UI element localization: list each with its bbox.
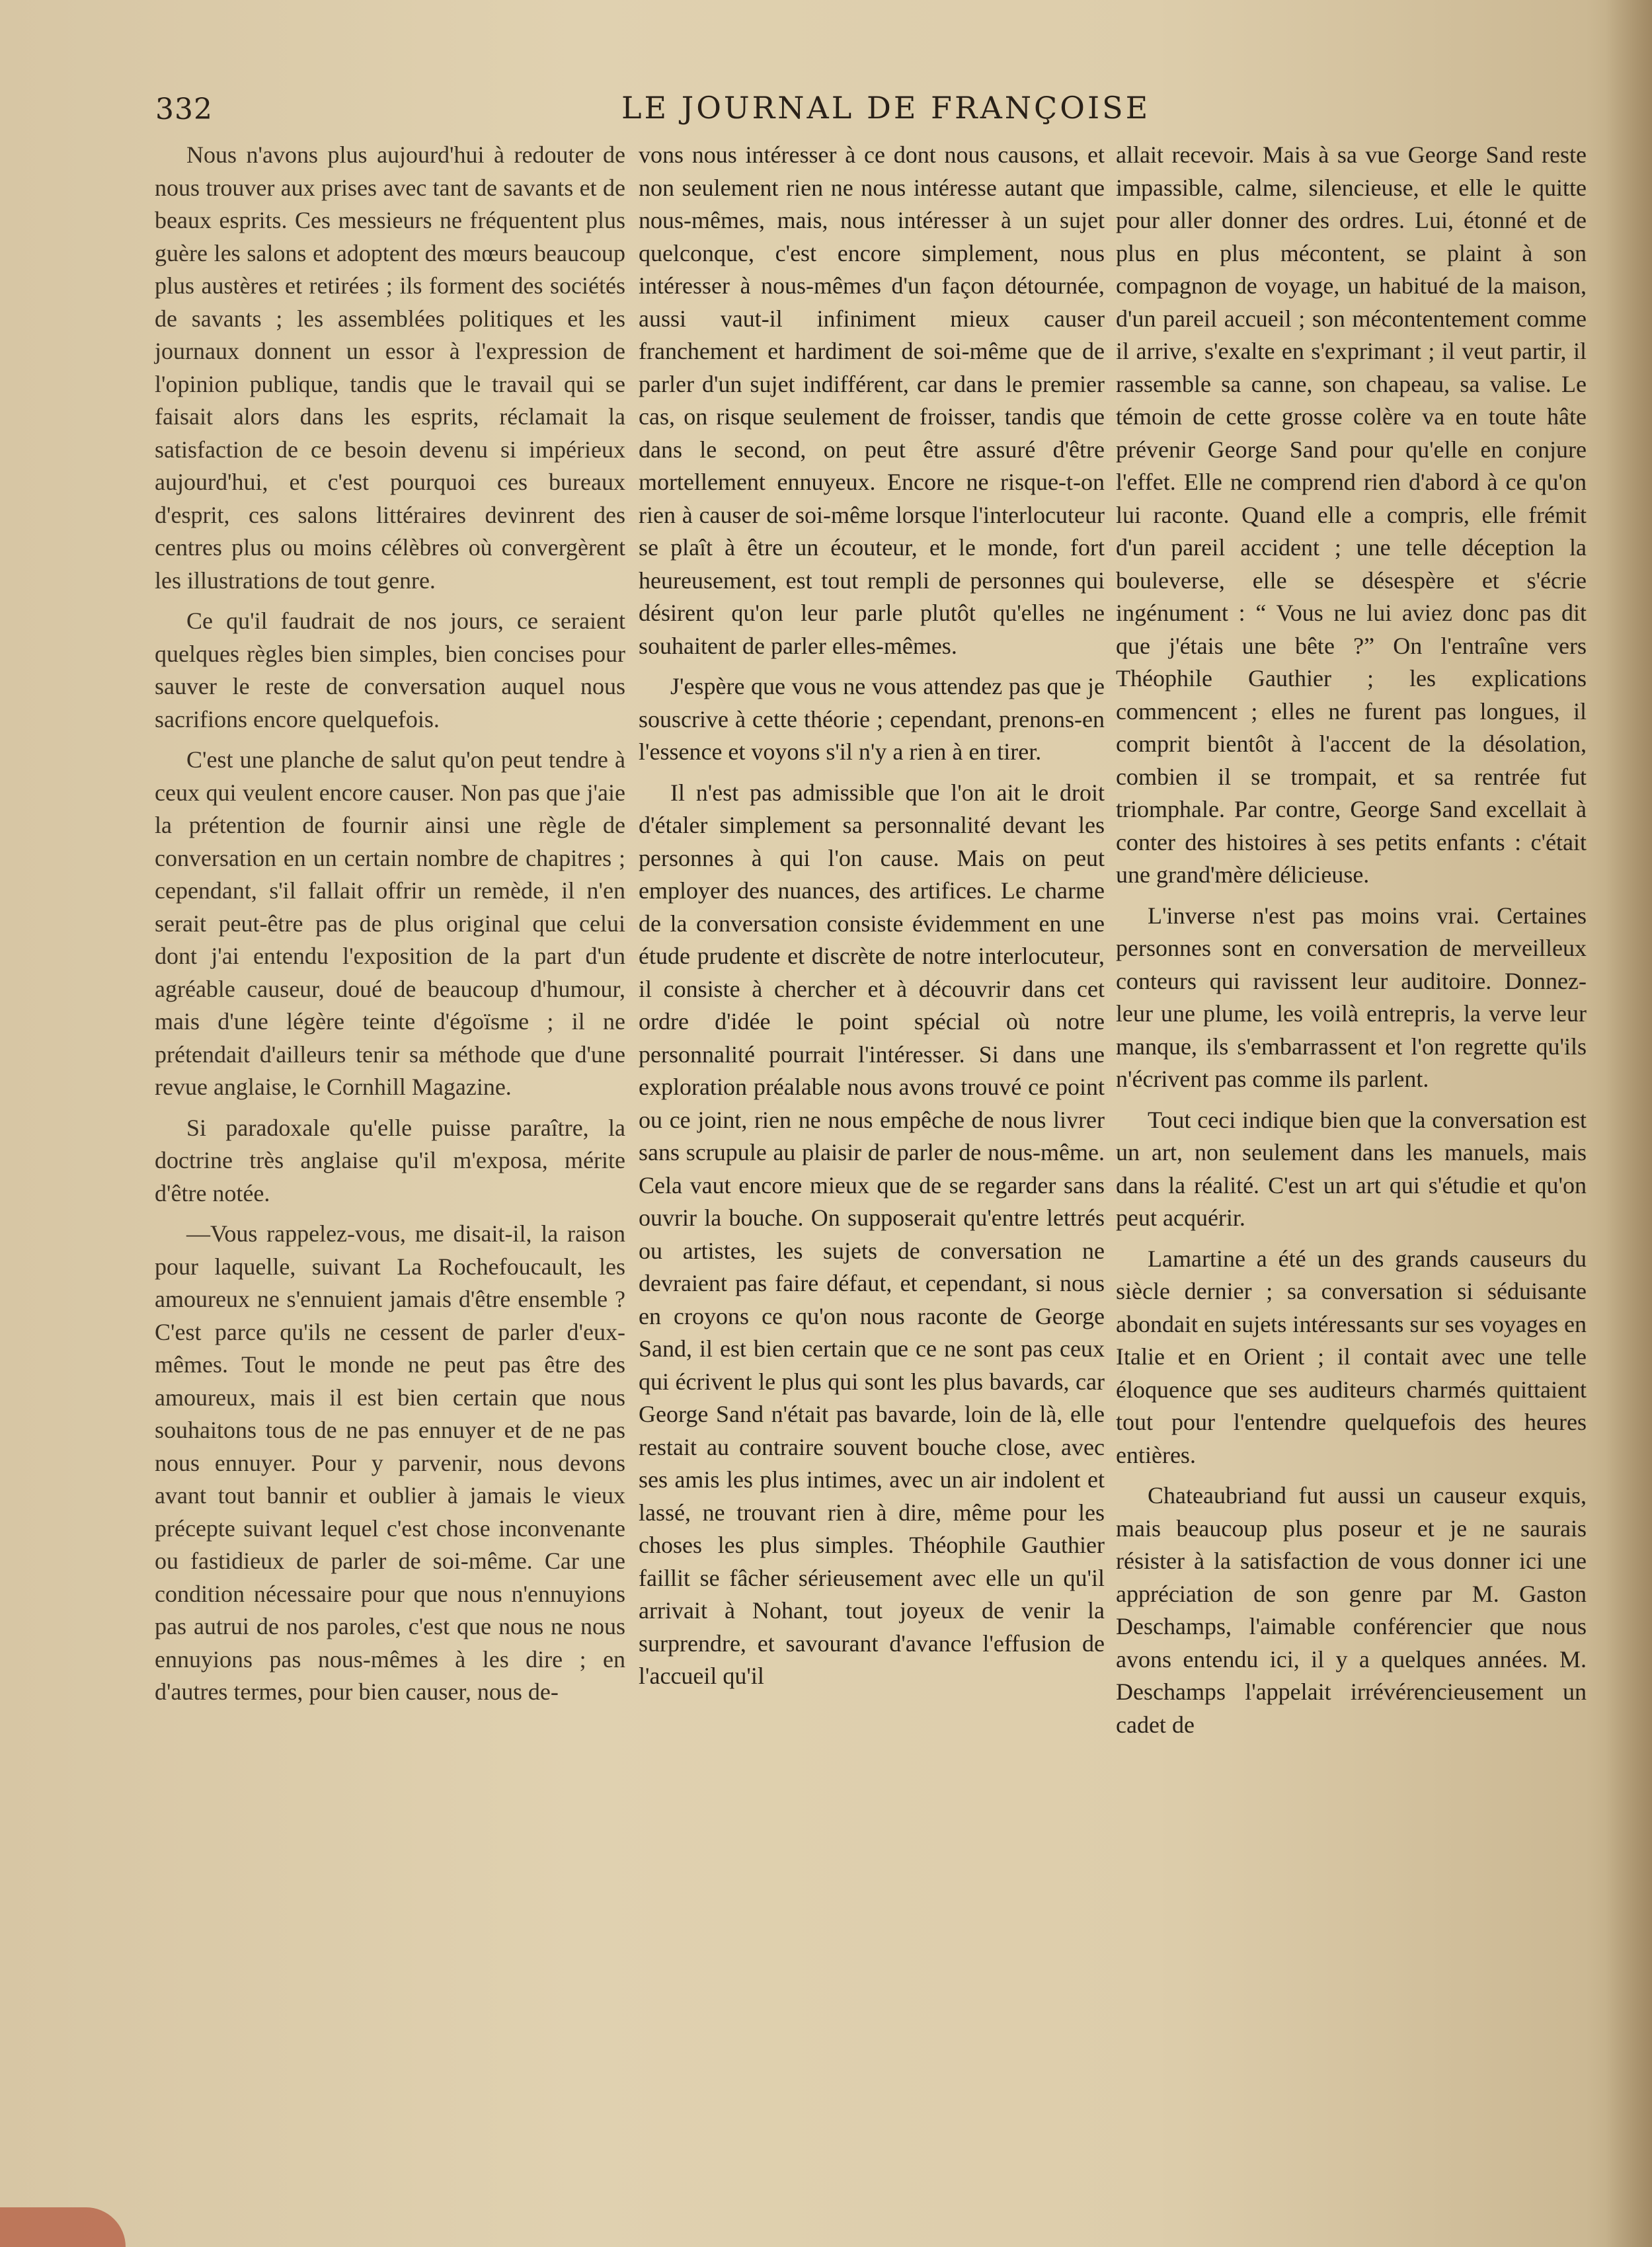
text-column-3 [1116, 139, 1587, 1749]
paragraph: Si paradoxale qu'elle puisse paraître, la doctrine très anglaise qu'il m'exposa, mérite d'être notée. [155, 1114, 625, 1206]
paragraph: J'espère que vous ne vous attendez pas que je souscrive à cette théorie ; cependant, prenons-en l'essence et voyons s'il n'y a rien à en tirer. [639, 673, 1105, 765]
page-number: 332 [155, 93, 213, 126]
text-column-2 [639, 139, 1105, 1701]
paragraph: L'inverse n'est pas moins vrai. Certaines personnes sont en conversation de merveilleux conteurs qui ravissent leur auditoire. Donnez-leur une plume, les voilà entrepris, la verve leur manque, ils s'embarrassent et l'on regrette qu'ils n'écrivent pas comme ils parlent. [1116, 902, 1587, 1092]
paragraph: Ce qu'il faudrait de nos jours, ce seraient quelques règles bien simples, bien concises pour sauver le reste de conversation auquel nous sacrifions encore quelquefois. [155, 608, 625, 732]
paragraph: Nous n'avons plus aujourd'hui à redouter de nous trouver aux prises avec tant de savants et de beaux esprits. Ces messieurs ne fréquentent plus guère les salons et adoptent des mœurs beaucoup plus austères et retirées ; ils forment des sociétés de savants ; les assemblées politiques et les journaux donnent un essor à l'expression de l'opinion publique, tandis que le travail qui se faisait alors dans les esprits, réclamait la satisfaction de ce besoin devenu si impérieux aujourd'hui, et c'est pourquoi ces bureaux d'esprit, ces salons littéraires devinrent des centres plus ou moins célèbres où convergèrent les illustrations de tout genre. [155, 141, 625, 594]
paragraph: vons nous intéresser à ce dont nous causons, et non seulement rien ne nous intéresse autant que nous-mêmes, mais, nous intéresser à un sujet quelconque, c'est encore simplement, nous intéresser à nous-mêmes d'un façon détournée, aussi vaut-il infiniment mieux causer franchement et hardiment de soi-même que de parler d'un sujet indifférent, car dans le premier cas, on risque seulement de froisser, tandis que dans le second, on peut être assuré d'être mortellement ennuyeux. Encore ne risque-t-on rien à causer de soi-même lorsque l'interlocuteur se plaît à être un écouteur, et le monde, fort heureusement, est tout rempli de personnes qui désirent qu'on leur parle plutôt qu'elles ne souhaitent de parler elles-mêmes. [639, 141, 1105, 659]
corner-stain [0, 2207, 126, 2247]
text-column-1 [155, 139, 625, 1717]
page-edge-shadow [1606, 0, 1652, 2247]
running-head-title: LE JOURNAL DE FRANÇOISE [621, 90, 1151, 126]
paragraph: —Vous rappelez-vous, me disait-il, la raison pour laquelle, suivant La Rochefoucault, les amoureux ne s'ennuient jamais d'être ensemble ? C'est parce qu'ils ne cessent de parler d'eux-mêmes. Tout le monde ne peut pas être des amoureux, mais il est bien certain que nous souhaitons tous de ne pas ennuyer et de ne pas nous ennuyer. Pour y parvenir, nous devons avant tout bannir et oublier à jamais le vieux précepte suivant lequel c'est chose inconvenante ou fastidieux de parler de soi-même. Car une condition nécessaire pour que nous n'ennuyions pas autrui de nos paroles, c'est que nous ne nous ennuyions pas nous-mêmes à les dire ; en d'autres termes, pour bien causer, nous de- [155, 1220, 625, 1705]
paragraph: allait recevoir. Mais à sa vue George Sand reste impassible, calme, silencieuse, et elle le quitte pour aller donner des ordres. Lui, étonné et de plus en plus mécontent, se plaint à son compagnon de voyage, un habitué de la maison, d'un pareil accueil ; son mécontentement comme il arrive, s'exalte en s'exprimant ; il veut partir, il rassemble sa canne, son chapeau, sa valise. Le témoin de cette grosse colère va en toute hâte prévenir George Sand pour qu'elle en conjure l'effet. Elle ne comprend rien d'abord à ce qu'on lui raconte. Quand elle a compris, elle frémit d'un pareil accident ; une telle déception la bouleverse, elle se désespère et s'écrie ingénument : “ Vous ne lui aviez donc pas dit que j'étais une bête ?” On l'entraîne vers Théophile Gauthier ; les explications commencent ; elles ne furent pas longues, il comprit bientôt à l'accent de la désolation, combien il se trompait, et sa rentrée fut triomphale. Par contre, George Sand excellait à conter des histoires à ses petits enfants : c'était une grand'mère délicieuse. [1116, 141, 1587, 888]
paragraph: Chateaubriand fut aussi un causeur exquis, mais beaucoup plus poseur et je ne saurais résister à la satisfaction de vous donner ici une appréciation de son genre par M. Gaston Deschamps, l'aimable conférencier que nous avons entendu ici, il y a quelques années. M. Deschamps l'appelait irrévérencieusement un cadet de [1116, 1482, 1587, 1738]
paragraph: Lamartine a été un des grands causeurs du siècle dernier ; sa conversation si séduisante abondait en sujets intéressants sur ses voyages en Italie et en Orient ; il contait avec une telle éloquence que ses auditeurs charmés quittaient tout pour l'entendre quelquefois des heures entières. [1116, 1245, 1587, 1468]
paragraph: Tout ceci indique bien que la conversation est un art, non seulement dans les manuels, mais dans la réalité. C'est un art qui s'étudie et qu'on peut acquérir. [1116, 1106, 1587, 1231]
paragraph: Il n'est pas admissible que l'on ait le droit d'étaler simplement sa personnalité devant les personnes à qui l'on cause. Mais on peut employer des nuances, des artifices. Le charme de la conversation consiste évidemment en une étude prudente et discrète de notre interlocuteur, il consiste à chercher et à découvrir dans cet ordre d'idée le point spécial où notre personnalité pourrait l'intéresser. Si dans une exploration préalable nous avons trouvé ce point ou ce joint, rien ne nous empêche de nous livrer sans scrupule au plaisir de parler de nous-même. Cela vaut encore mieux que de se regarder sans ouvrir la bouche. On supposerait qu'entre lettrés ou artistes, les sujets de conversation ne devraient pas faire défaut, et cependant, si nous en croyons ce qu'on nous raconte de George Sand, il est bien certain que ce ne sont pas ceux qui écrivent le plus qui sont les plus bavards, car George Sand n'était pas bavarde, loin de là, elle restait au contraire souvent bouche close, avec ses amis les plus intimes, avec un air indolent et lassé, ne trouvant rien à dire, même pour les choses les plus simples. Théophile Gauthier faillit se fâcher sérieusement avec elle un qu'il arrivait à Nohant, tout joyeux de venir la surprendre, et savourant d'avance l'effusion de l'accueil qu'il [639, 779, 1105, 1689]
paragraph: C'est une planche de salut qu'on peut tendre à ceux qui veulent encore causer. Non pas que j'aie la prétention de fournir ainsi une règle de conversation en un certain nombre de chapitres ; cependant, s'il fallait offrir un remède, il n'en serait peut-être pas de plus original que celui dont j'ai entendu l'exposition de la part d'un agréable causeur, doué de beaucoup d'humour, mais d'une légère teinte d'égoïsme ; il ne prétendait d'ailleurs tenir sa méthode que d'une revue anglaise, le Cornhill Magazine. [155, 746, 625, 1100]
